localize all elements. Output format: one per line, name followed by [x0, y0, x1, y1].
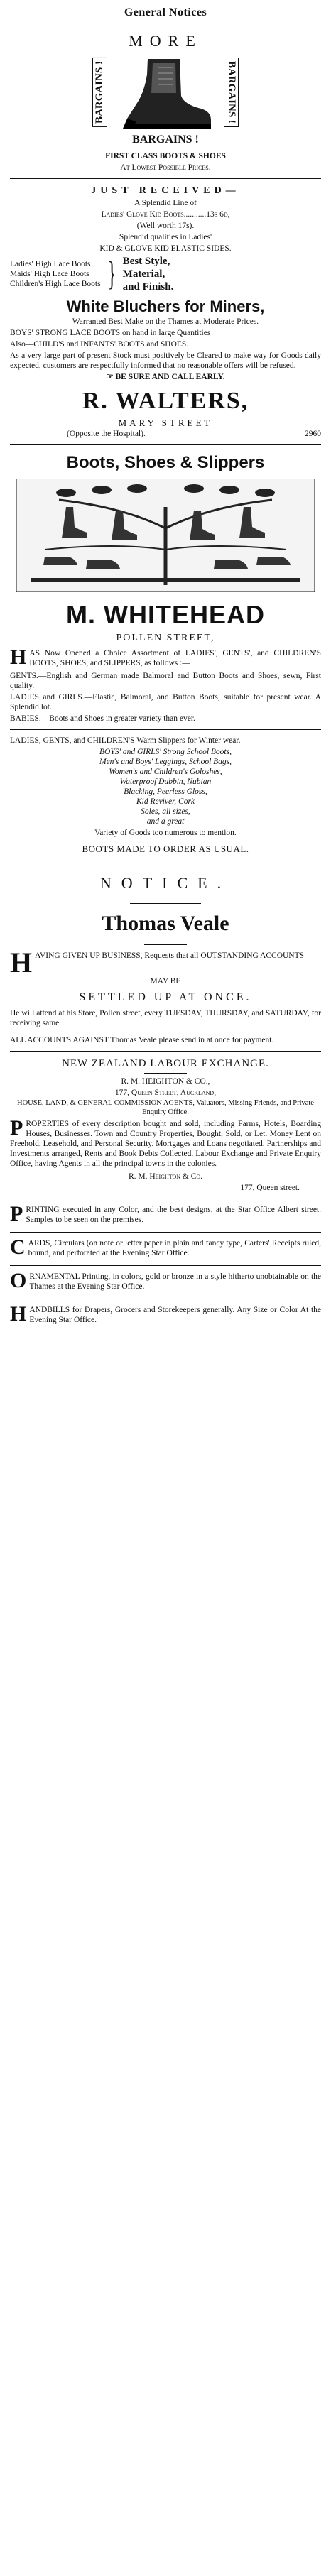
whitehead-street: POLLEN STREET,: [116, 632, 215, 643]
bracket-left-list: [10, 259, 101, 289]
divider: [10, 444, 321, 445]
list-item: Waterproof Dubbin, Nubian: [119, 777, 212, 787]
labour-exchange-heading: NEW ZEALAND LABOUR EXCHANGE.: [62, 1058, 269, 1070]
whitehead-advertisement: [10, 452, 321, 855]
signature-name: R. M. Heighton & Co.: [128, 1172, 203, 1181]
divider: [144, 944, 187, 945]
be-sure-line: [10, 372, 321, 382]
list-item: Kid Reviver, Cork: [136, 797, 195, 807]
just-received-line: JUST RECEIVED—: [91, 185, 240, 196]
cards-paragraph: [10, 1235, 321, 1260]
splendid-qualities-line: Splendid qualities in Ladies': [119, 233, 212, 242]
may-be-line: MAY BE: [150, 976, 181, 986]
walters-street: MARY STREET: [118, 417, 213, 428]
drop-cap: H: [10, 1302, 27, 1326]
drop-cap: P: [10, 1116, 23, 1140]
boot-illustration: [116, 53, 215, 131]
firm-agents: HOUSE, LAND, & GENERAL COMMISSION AGENTS, Valuators, Missing Friends, and Private Enquiry Office.: [17, 1099, 314, 1117]
ladies-glove-line: Ladies' Glove Kid Boots...........13s 6d,: [101, 209, 230, 219]
list-item: Blacking, Peerless Gloss,: [124, 787, 207, 797]
printing-paragraph: [10, 1202, 321, 1226]
more-heading: MORE: [129, 31, 202, 50]
bracket-left-item: Children's High Lace Boots: [10, 280, 101, 289]
bracket-right-item: Best Style,: [122, 256, 170, 268]
bargains-label-right: BARGAINS !: [224, 58, 239, 127]
handbills-text: ANDBILLS for Drapers, Grocers and Storekeepers generally. Any Size or Color At the Evening Star Office.: [29, 1306, 321, 1325]
having-paragraph: [10, 946, 321, 978]
divider: [144, 1073, 187, 1074]
boots-to-order-line: BOOTS MADE TO ORDER AS USUAL.: [82, 844, 249, 855]
accounts-paragraph: ALL ACCOUNTS AGAINST Thomas Veale please send in at once for payment.: [10, 1036, 274, 1045]
list-item: Soles, all sizes,: [141, 807, 190, 817]
intro-text: AS Now Opened a Choice Assortment of LADIES', GENTS', and CHILDREN'S BOOTS, SHOES, and SLIPPERS, as follows :—: [29, 649, 321, 668]
babies-line: BABIES.—Boots and Shoes in greater variety than ever.: [10, 714, 195, 724]
walters-advertisement: [10, 32, 321, 439]
divider: [10, 1051, 321, 1052]
handbills-paragraph: [10, 1302, 321, 1326]
divider: [10, 1232, 321, 1233]
drop-cap: O: [10, 1269, 27, 1293]
printing-text: RINTING executed in any Color, and the best designs, at the Star Office Albert street. Samples to be seen on the premises.: [26, 1206, 321, 1225]
drop-cap: C: [10, 1235, 26, 1260]
whitehead-name: M. WHITEHEAD: [66, 600, 265, 630]
ornamental-text: RNAMENTAL Printing, in colors, gold or bronze in a style hitherto unobtainable on the Thames at the Evening Star Office.: [29, 1272, 321, 1292]
bracket-right-list: [123, 255, 321, 293]
signature-address: 177, Queen street.: [240, 1184, 300, 1193]
printing-advertisement: [10, 1202, 321, 1226]
bracket-left-item: Maids' High Lace Boots: [10, 270, 89, 279]
white-bluchers-heading: White Bluchers for Miners,: [66, 298, 265, 316]
gents-line: GENTS.—English and German made Balmoral and Button Boots and Shoes, sewn, First quality.: [10, 672, 321, 691]
veale-name: Thomas Veale: [102, 911, 229, 935]
large-portion-notice: As a very large part of present Stock must positively be Cleared to make way for Goods daily expected, customers are respectfully informed that no reasonable offers will be refused.: [10, 351, 321, 371]
having-text: AVING GIVEN UP BUSINESS, Requests that all OUTSTANDING ACCOUNTS: [35, 951, 305, 960]
divider: [130, 903, 201, 904]
lowest-prices-line: At Lowest Possible Prices.: [120, 163, 211, 172]
drop-cap: H: [10, 946, 33, 978]
settled-line: SETTLED UP AT ONCE.: [79, 990, 252, 1003]
properties-paragraph: [10, 1116, 321, 1169]
ornamental-paragraph: [10, 1269, 321, 1293]
divider: [10, 178, 321, 179]
first-class-line: FIRST CLASS BOOTS & SHOES: [105, 151, 226, 160]
walters-footer: [10, 429, 321, 439]
cards-advertisement: [10, 1235, 321, 1260]
cards-text: ARDS, Circulars (on note or letter paper in plain and fancy type, Carters' Receipts ruled, bound, and perforated at the Evening Star Office.: [28, 1239, 321, 1258]
ornamental-advertisement: [10, 1269, 321, 1293]
veale-notice: [10, 874, 321, 1045]
warranted-line: Warranted Best Make on the Thames at Moderate Prices.: [72, 317, 259, 327]
firm-address: 177, Queen Street, Auckland,: [114, 1088, 217, 1098]
list-item: Women's and Children's Goloshes,: [109, 768, 222, 777]
ad-number: 2960: [305, 429, 321, 438]
bargains-label-bottom: BARGAINS !: [132, 133, 199, 146]
curly-bracket: }: [107, 255, 116, 293]
pointing-hand-icon: ☞: [106, 373, 116, 382]
whitehead-intro: [10, 645, 321, 670]
list-item: Men's and Boys' Leggings, School Bags,: [99, 758, 232, 767]
also-childs-line: Also—CHILD'S and INFANTS' BOOTS and SHOES.: [10, 340, 189, 349]
bargains-label-left: BARGAINS !: [92, 58, 107, 127]
splendid-line: A Splendid Line of: [134, 198, 197, 207]
variety-line: Variety of Goods too numerous to mention.: [94, 829, 237, 838]
drop-cap: P: [10, 1202, 23, 1226]
handbills-advertisement: [10, 1302, 321, 1326]
properties-text: ROPERTIES of every description bought and sold, including Farms, Hotels, Boarding Houses, Businesses. Town and Country Properties, Bought, Sold, or Let. Money Lent on Freehold, Leasehold, and Personal Security. Mortgages and Loans negotiated. Partnerships and Investments arranged, Rents and Book Debts Collected. Labour Exchange and Private Enquiry Office, having Agents in all the principal towns in the colonies.: [10, 1120, 321, 1169]
ladies-line: LADIES and GIRLS.—Elastic, Balmoral, and Button Boots, suitable for present wear. A Splendid lot.: [10, 693, 321, 712]
section-header: General Notices: [124, 6, 207, 18]
boot-illustration-row: [10, 53, 321, 131]
warm-slippers-line: LADIES, GENTS, and CHILDREN'S Warm Slippers for Winter wear.: [10, 736, 241, 746]
notice-heading: NOTICE.: [99, 874, 232, 893]
kid-elastic-line: KID & GLOVE KID ELASTIC SIDES.: [99, 244, 232, 253]
firm-name: R. M. HEIGHTON & CO.,: [121, 1077, 210, 1086]
divider: [10, 1265, 321, 1266]
drop-cap: H: [10, 645, 27, 670]
divider: [10, 729, 321, 730]
boots-shoes-slippers-heading: Boots, Shoes & Slippers: [66, 452, 265, 472]
boots-engraving-illustration: [16, 479, 315, 592]
bracket-left-item: Ladies' High Lace Boots: [10, 260, 91, 269]
be-sure-text: BE SURE AND CALL EARLY.: [115, 373, 225, 382]
labour-exchange-advertisement: [10, 1057, 321, 1193]
bracket-block: [10, 255, 321, 293]
list-item: BOYS' and GIRLS' Strong School Boots,: [99, 748, 232, 757]
walters-name: R. WALTERS,: [82, 388, 249, 415]
bracket-right-item: Material,: [122, 268, 166, 280]
opposite-hospital: (Opposite the Hospital).: [67, 429, 146, 438]
list-item: and a great: [146, 817, 185, 826]
well-worth-line: (Well worth 17s).: [136, 222, 195, 230]
attend-paragraph: He will attend at his Store, Pollen street, every TUESDAY, THURSDAY, and SATURDAY, for receiving same.: [10, 1009, 321, 1028]
bracket-right-item: and Finish.: [122, 281, 174, 293]
boys-strong-line: BOYS' STRONG LACE BOOTS on hand in large Quantities: [10, 329, 211, 338]
school-goods-list: [10, 747, 321, 826]
